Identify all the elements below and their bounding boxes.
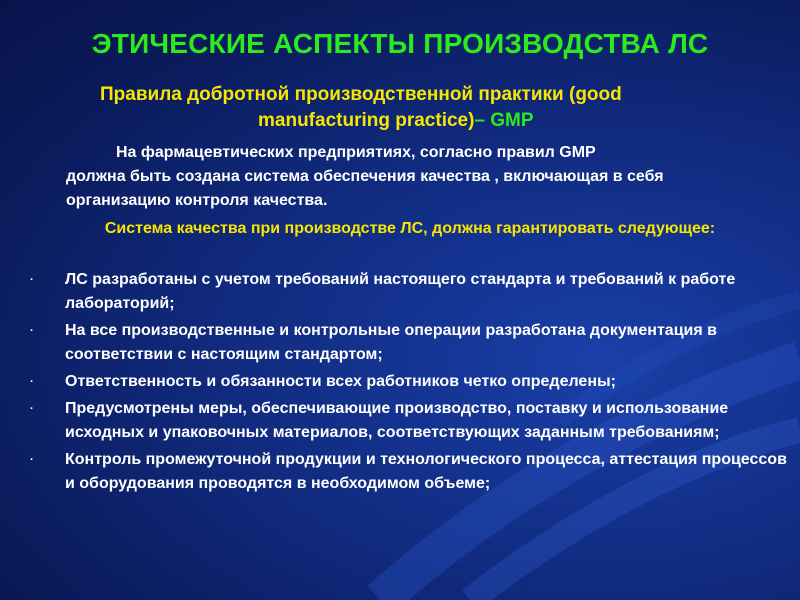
- list-item: [30, 448, 790, 496]
- subtitle-line-2-text: manufacturing practice): [258, 110, 475, 131]
- intro-rest: должна быть создана система обеспечения качества , включающая в себя организацию контроля качества.: [66, 168, 664, 209]
- bullet-marker: ·: [30, 325, 34, 337]
- intro-paragraph: [66, 141, 766, 213]
- bullet-marker: ·: [30, 376, 34, 388]
- bullet-marker: ·: [30, 454, 34, 466]
- slide-title: ЭТИЧЕСКИЕ АСПЕКТЫ ПРОИЗВОДСТВА ЛС: [91, 28, 709, 59]
- subtitle: [100, 82, 740, 134]
- list-item-text: Предусмотрены меры, обеспечивающие производство, поставку и использование исходных и упаковочных материалов, соответствующих заданным требованиям;: [65, 400, 729, 441]
- subtitle-line-2: [100, 108, 740, 134]
- list-item: [30, 397, 790, 445]
- list-item-text: ЛС разработаны с учетом требований настоящего стандарта и требований к работе лабораторий;: [65, 271, 736, 312]
- list-item: [30, 370, 790, 394]
- subtitle-line-1: Правила добротной производственной практики (good: [100, 84, 622, 105]
- quality-system-heading: Система качества при производстве ЛС, должна гарантировать следующее:: [104, 220, 716, 237]
- list-item-text: Контроль промежуточной продукции и технологического процесса, аттестация процессов и оборудования проводятся в необходимом объеме;: [65, 451, 787, 492]
- intro-line-1: На фармацевтических предприятиях, согласно правил GMP: [116, 144, 596, 161]
- bullet-marker: ·: [30, 274, 34, 286]
- subtitle-gmp: – GMP: [474, 110, 534, 131]
- bullet-marker: ·: [30, 403, 34, 415]
- list-item-text: Ответственность и обязанности всех работников четко определены;: [65, 373, 616, 390]
- list-item: [30, 268, 790, 316]
- requirements-list: [30, 268, 790, 499]
- list-item: [30, 319, 790, 367]
- list-item-text: На все производственные и контрольные операции разработана документация в соответствии с настоящим стандартом;: [65, 322, 717, 363]
